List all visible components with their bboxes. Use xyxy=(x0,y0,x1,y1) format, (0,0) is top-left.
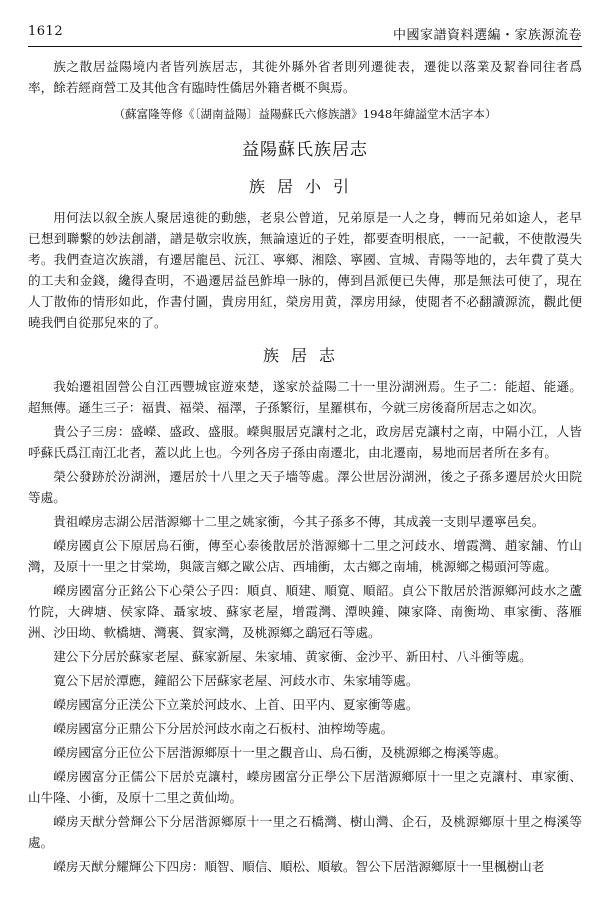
header-rule xyxy=(28,46,582,47)
residence-paragraph: 嶸房國富分正儒公下居於克讓村，嶸房國富分正學公下居湝源鄉原十一里之克讓村、車家衝、山牛隆、小衝，及原十二里之黄仙坳。 xyxy=(28,769,582,805)
residence-paragraph: 建公下分居於蘇家老屋、蘇家新屋、朱家埔、黄家衝、金沙平、新田村、八斗衝等處。 xyxy=(53,649,532,664)
residence-paragraph: 貴公子三房：盛嶸、盛政、盛服。嶸與服居克讓村之北，政房居克讓村之南，中隔小江，人皆呼蘇氏爲江南江北者，蓋以此上也。今列各房子孫由南遷北，由北遷南，易地而居者所在多有。 xyxy=(28,424,582,460)
running-title: 中國家譜資料選編・家族源流卷 xyxy=(392,28,582,43)
section-heading-intro: 族居小引 xyxy=(248,177,361,196)
residence-paragraph: 貴祖嶸房志湖公居湝源鄉十二里之姚家衝，今其子孫多不傳，其成義一支則早遷寧邑矣。 xyxy=(53,514,545,529)
section-heading-residence: 族居志 xyxy=(262,346,347,365)
page-number: 1612 xyxy=(28,24,64,39)
residence-paragraph: 嶸房國富分正鼎公下分居於河歧水南之石板村、油榨坳等處。 xyxy=(53,721,394,736)
residence-paragraph: 嶸房國富分正位公下居湝源鄉原十一里之觀音山、烏石衝，及桃源鄉之梅溪等處。 xyxy=(53,745,507,760)
source-note: （蘇富隆等修《〔湖南益陽〕益陽蘇氏六修族譜》1948年緯謚堂木活字本） xyxy=(113,107,497,121)
residence-paragraph: 我始遷祖固營公自江西豐城宦遊來楚，遂家於益陽二十一里汾湖洲焉。生子二：能超、能遜。超無傳。遜生三子：福貴、福榮、福澤，子孫繁衍，星羅棋布，今就三房後裔所居志之如次。 xyxy=(28,379,582,415)
document-title: 益陽蘇氏族居志 xyxy=(242,140,368,160)
residence-paragraph: 嶸房天猷分耀輝公下四房：順智、順信、順松、順敏。智公下居湝源鄉原十一里楓樹山老 xyxy=(53,859,545,874)
page-header xyxy=(28,24,582,42)
residence-paragraph: 嶸房國富分正銘公下心榮公子四：順貞、順建、順寛、順韶。貞公下散居於湝源鄉河歧水之蘆竹院，大碑塘、侯家降、聶家坡、蘇家老屋，增霞灣、潭映鐘、陳家降、南衡坳、車家衝、落雁洲、沙田坳、軟橋塘、灣裏、賀家灣，及桃源鄉之鷂冠石等處。 xyxy=(28,583,582,640)
residence-paragraph: 嶸房國富分正渼公下立業於河歧水、上首、田平内、夏家衝等處。 xyxy=(53,697,419,712)
page-body xyxy=(28,56,582,901)
residence-paragraph: 寛公下居於潭應，鐘韶公下居蘇家老屋、河歧水市、朱家埔等處。 xyxy=(53,673,419,688)
residence-paragraph: 嶸房國貞公下原居烏石衝，傳至心泰後散居於湝源鄉十二里之河歧水、增霞灣、趙家舖、竹山灣，及原十一里之甘棠坳，與箴言鄉之歐公店、西埔衝，太古鄉之南埔，桃源鄉之楊頭河等處。 xyxy=(28,538,582,574)
intro-paragraph: 族之散居益陽境内者皆列族居志，其徙外縣外省者則列遷徙表，遷徙以落業及絜眷同往者爲率，餘若經商營工及其他含有臨時性僑居外籍者概不與焉。 xyxy=(28,59,582,95)
intro-text-paragraph: 用何法以叙全族人聚居遠徙的動態，老泉公曾道，兄弟原是一人之身，轉而兄弟如途人，老早已想到聯繫的妙法創譜，譜是敬宗收族，無論遠近的子姓，都要查明根底，一一記載，不使散漫失考。我們查這次族譜，有遷居龍邑、沅江、寧鄉、湘陰、寧國、宣城、青陽等地的，去年費了莫大的工夫和金錢，纔得查明，不過遷居益邑鮓埠一脉的，傳到昌派便已失傳，那是無法可使了，現在人丁散佈的情形如此，作書付圖，貴房用紅，榮房用黄，澤房用緑，使閲者不必翻讀源流，觀此便曉我們自從那兒來的了。 xyxy=(28,210,582,330)
residence-paragraph: 榮公發跡於汾湖洲，遷居於十八里之天子墻等處。澤公世居汾湖洲，後之子孫多遷居於火田院等處。 xyxy=(28,469,582,505)
residence-paragraph: 嶸房天猷分營輝公下分居湝源鄉原十一里之石橋灣、樹山灣、企石，及桃源鄉原十里之梅溪等處。 xyxy=(28,814,582,850)
